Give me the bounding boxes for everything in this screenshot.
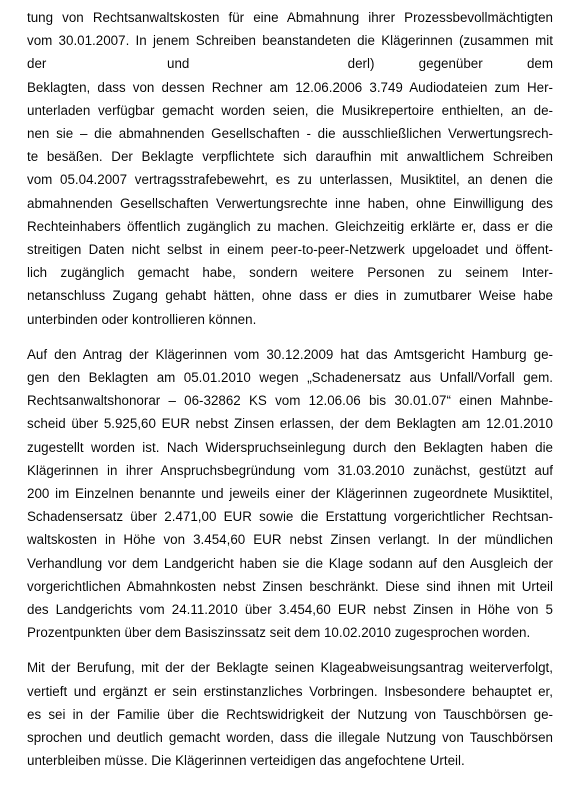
text-line: des Landgerichts vom 24.11.2010 über 3.454,60 EUR nebst Zinsen in Höhe von 5 <box>27 602 553 618</box>
text-line: abmahnenden Gesellschaften Verwertungsrechte inne haben, ohne Einwilligung des <box>27 195 553 211</box>
text-line: 200 im Einzelnen benannte und jeweils einer der Klägerinnen zugeordnete Musiktitel, <box>27 486 553 502</box>
text-line: Prozentpunkten über dem Basiszinssatz seit dem 10.02.2010 zugesprochen worden. <box>27 625 531 641</box>
text-line: netanschluss Zugang gehabt hätten, ohne dass er dies in zumutbarer Weise habe <box>27 288 553 304</box>
text-line: streitigen Daten nicht selbst in einem peer-to-peer-Netzwerk upgeloadet und öffent- <box>27 242 553 258</box>
text-line: Verhandlung vor dem Landgericht haben sie die Klage sodann auf den Ausgleich der <box>27 555 553 571</box>
text-line: Auf den Antrag der Klägerinnen vom 30.12.2009 hat das Amtsgericht Hamburg ge- <box>27 346 553 362</box>
text-line: tung von Rechtsanwaltskosten für eine Abmahnung ihrer Prozessbevollmächtigten <box>27 10 553 25</box>
text-line: vom 30.01.2007. In jenem Schreiben beanstandeten die Klägerinnen (zusammen mit <box>27 33 553 49</box>
paragraph <box>27 656 553 772</box>
text-line: zugestellt worden ist. Nach Widerspruchseinlegung durch den Beklagten haben die <box>27 439 553 455</box>
text-line: unterbinden oder kontrollieren können. <box>27 311 257 327</box>
text-line: Beklagten, dass von dessen Rechner am 12.06.2006 3.749 Audiodateien zum Her- <box>27 79 553 95</box>
text-line: nen sie – die abmahnenden Gesellschaften - die ausschließlichen Verwertungsrech- <box>27 126 553 142</box>
text-line: vorgerichtlichen Abmahnkosten nebst Zinsen beschränkt. Diese sind ihnen mit Urteil <box>27 578 553 594</box>
text-line: vertieft und ergänzt er sein erstinstanzliches Vorbringen. Insbesondere behauptet er, <box>27 683 553 699</box>
text-segment: und der <box>167 56 367 72</box>
text-line: lich zugänglich gemacht habe, sondern weitere Personen zu seinem Inter- <box>27 265 553 281</box>
text-line: Rechtsanwaltshonorar – 06-32862 KS vom 12.06.06 bis 30.01.07“ einen Mahnbe- <box>27 393 553 409</box>
paragraph <box>27 343 553 645</box>
text-line: Mit der Berufung, mit der der Beklagte seinen Klageabweisungsantrag weiterverfolgt, <box>27 660 553 676</box>
text-line: sprochen und deutlich gemacht worden, dass die illegale Nutzung von Tauschbörsen <box>27 730 553 746</box>
text-line: Klägerinnen in ihrer Anspruchsbegründung vom 31.03.2010 zunächst, gestützt auf <box>27 462 553 478</box>
text-segment: der <box>27 56 47 72</box>
text-line: waltskosten in Höhe von 3.454,60 EUR nebst Zinsen verlangt. In der mündlichen <box>27 532 553 548</box>
text-line: unterbleiben müsse. Die Klägerinnen verteidigen das angefochtene Urteil. <box>27 753 465 769</box>
text-line: te besäßen. Der Beklagte verpflichtete sich daraufhin mit anwaltlichem Schreiben <box>27 149 553 165</box>
text-line: Schadensersatz über 2.471,00 EUR sowie die Erstattung vorgerichtlicher Rechtsan- <box>27 509 553 525</box>
text-line: scheid über 5.925,60 EUR nebst Zinsen erlassen, der dem Beklagten am 12.01.2010 <box>27 416 553 432</box>
text-line: es sei in der Familie über die Rechtswidrigkeit der Nutzung von Tauschbörsen ge- <box>27 706 553 722</box>
text-line: unterladen verfügbar gemacht worden seien, die Musikrepertoire enthielten, an de- <box>27 102 553 118</box>
paragraph <box>27 6 553 331</box>
text-segment: l) gegenüber dem <box>367 56 553 72</box>
text-line: vom 05.04.2007 vertragsstrafebewehrt, es zu unterlassen, Musiktitel, an denen die <box>27 172 553 188</box>
text-line-with-redactions <box>27 52 553 75</box>
text-line: Rechteinhabers öffentlich zugänglich zu machen. Gleichzeitig erklärte er, dass er die <box>27 218 553 234</box>
text-line: gen den Beklagten am 05.01.2010 wegen „Schadenersatz aus Unfall/Vorfall gem. <box>27 370 553 386</box>
